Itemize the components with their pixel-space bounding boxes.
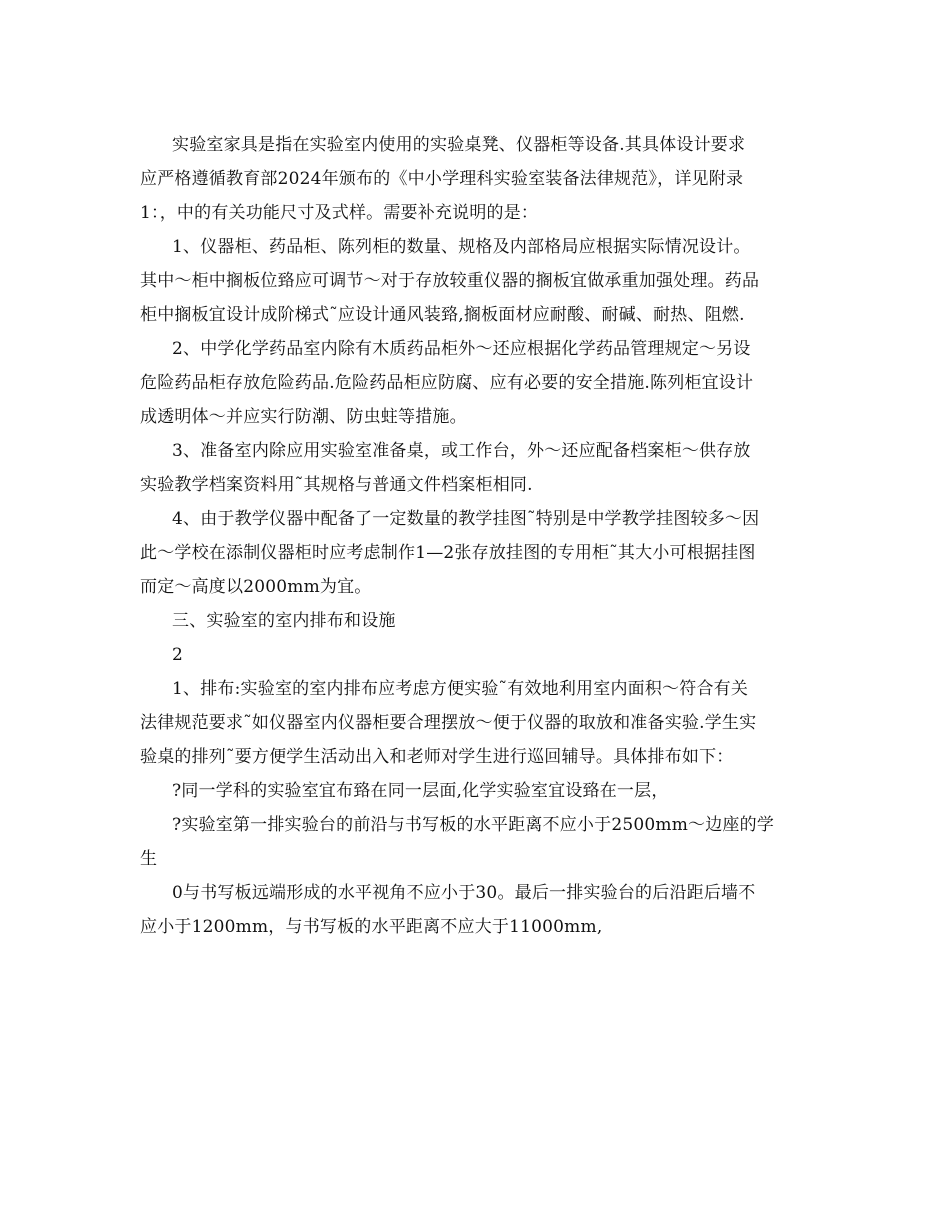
paragraph-line: 应严格遵循教育部2024年颁布的《中小学理科实验室装备法律规范》，详见附录	[140, 169, 744, 189]
paragraph-line: 而定～高度以2000mm为宜。	[140, 577, 372, 597]
section-heading: 三、实验室的室内排布和设施	[172, 611, 396, 631]
paragraph-line: 2、中学化学药品室内除有木质药品柜外～还应根据化学药品管理规定～另设	[172, 339, 751, 359]
paragraph-line: 4、由于教学仪器中配备了一定数量的教学挂图˜特别是中学教学挂图较多～因	[172, 509, 760, 529]
paragraph-line: 0与书写板远端形成的水平视角不应小于30。最后一排实验台的后沿距后墙不	[172, 883, 756, 903]
paragraph-line: 成透明体～并应实行防潮、防虫蛀等措施。	[140, 407, 467, 427]
paragraph-line: 实验室家具是指在实验室内使用的实验桌凳、仪器柜等设备.其具体设计要求	[172, 135, 746, 155]
page-number-line: 2	[172, 645, 184, 665]
paragraph-line: 3、准备室内除应用实验室准备桌，或工作台，外～还应配备档案柜～供存放	[172, 441, 751, 461]
list-item-line: ?实验室第一排实验台的前沿与书写板的水平距离不应小于2500mm～边座的学	[172, 815, 775, 835]
paragraph-line: 法律规范要求˜如仪器室内仪器柜要合理摆放～便于仪器的取放和准备实验.学生实	[140, 713, 757, 733]
paragraph-line: 应小于1200mm，与书写板的水平距离不应大于11000mm,	[140, 917, 603, 937]
paragraph-line: 实验教学档案资料用˜其规格与普通文件档案柜相同.	[140, 475, 533, 495]
paragraph-line: 1、排布:实验室的室内排布应考虑方便实验˜有效地利用室内面积～符合有关	[172, 679, 749, 699]
paragraph-line: 1、仪器柜、药品柜、陈列柜的数量、规格及内部格局应根据实际情况设计。	[172, 237, 751, 257]
paragraph-line: 此～学校在添制仪器柜时应考虑制作1—2张存放挂图的专用柜˜其大小可根据挂图	[140, 543, 756, 563]
list-item-line: ?同一学科的实验室宜布臵在同一层面,化学实验室宜设臵在一层，	[172, 781, 669, 801]
document-body	[140, 128, 820, 944]
paragraph-line: 其中～柜中搁板位臵应可调节～对于存放较重仪器的搁板宜做承重加强处理。药品	[140, 271, 760, 291]
paragraph-line: 验桌的排列˜要方便学生活动出入和老师对学生进行巡回辅导。具体排布如下：	[140, 747, 734, 767]
paragraph-line: 柜中搁板宜设计成阶梯式˜应设计通风装臵,搁板面材应耐酸、耐碱、耐热、阻燃.	[140, 305, 745, 325]
paragraph-line: 危险药品柜存放危险药品.危险药品柜应防腐、应有必要的安全措施.陈列柜宜设计	[140, 373, 754, 393]
paragraph-line: 生	[140, 849, 158, 869]
paragraph-line: 1：，中的有关功能尺寸及式样。需要补充说明的是：	[140, 203, 539, 223]
